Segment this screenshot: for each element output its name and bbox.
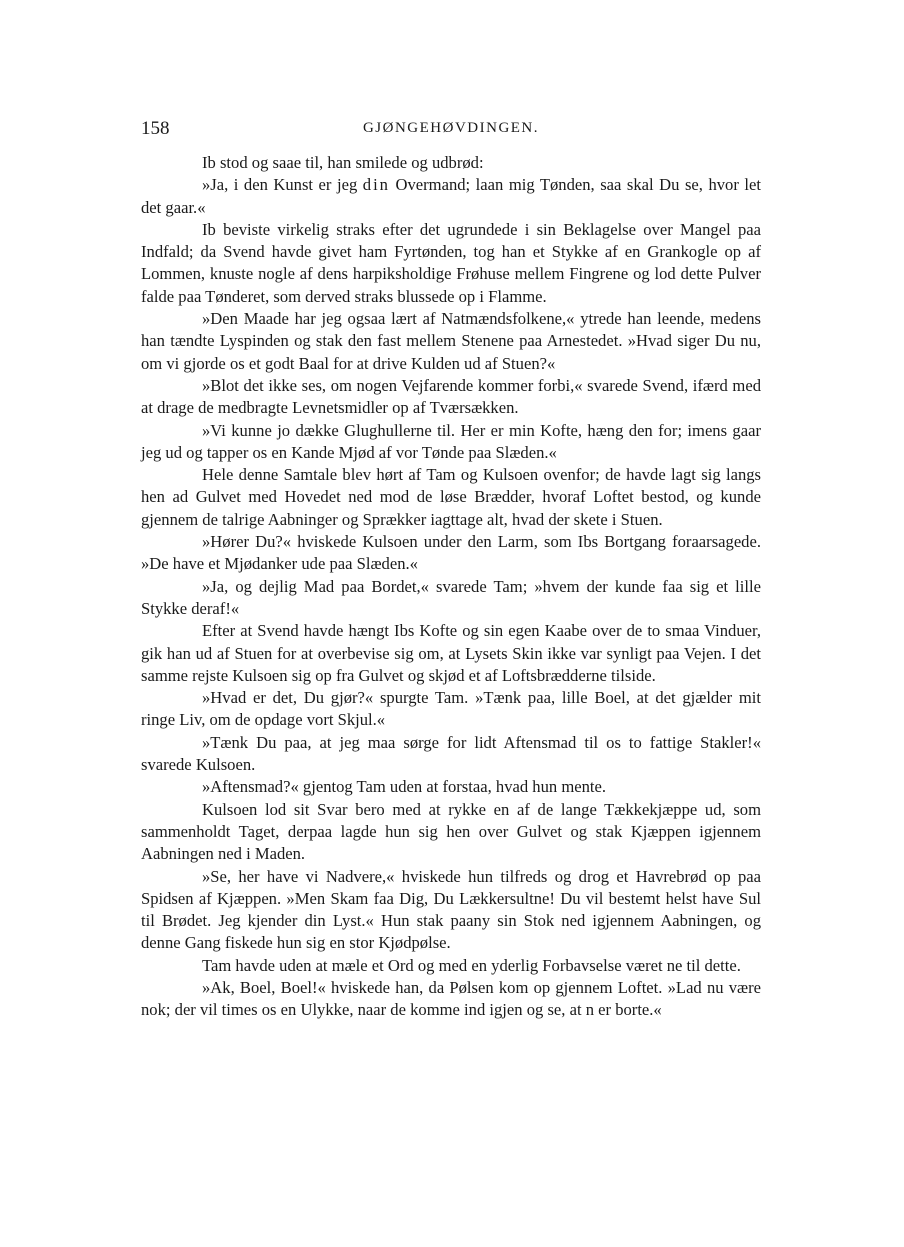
- paragraph-5: »Blot det ikke ses, om nogen Vejfarende kommer forbi,« svarede Svend, ifærd med at drage de medbragte Levnetsmidler op af Tværsækken.: [141, 375, 761, 418]
- paragraph-12: »Tænk Du paa, at jeg maa sørge for lidt Aftensmad til os to fattige Stakler!« svarede Kulsoen.: [141, 732, 761, 775]
- paragraph-2-after: Overmand; laan mig Tønden, saa skal Du se, hvor let det gaar.«: [141, 175, 761, 217]
- paragraph-2-emphasis: din: [362, 175, 390, 195]
- paragraph-4: »Den Maade har jeg ogsaa lært af Natmændsfolkene,« ytrede han leende, medens han tændte Lyspinden og stak den fast mellem Stenene paa Arnestedet. »Hvad siger Du nu, om vi gjorde os et godt Baal for at drive Kulden ud af Stuen?«: [141, 309, 761, 373]
- paragraph-16: Tam havde uden at mæle et Ord og med en yderlig Forbavselse været ne til dette.: [202, 955, 741, 975]
- paragraph-1: Ib stod og saae til, han smilede og udbrød:: [202, 153, 484, 172]
- body-text: [141, 152, 761, 1022]
- page-number: 158: [141, 118, 170, 139]
- paragraph-2: [141, 174, 761, 219]
- paragraph-10: Efter at Svend havde hængt Ibs Kofte og sin egen Kaabe over de to smaa Vinduer, gik han ud af Stuen for at overbevise sig om, at Lysets Skin ikke var synligt paa Vejen. I det samme rejste Kulsoen sig op fra Gulvet og skjød et af Loftsbrædderne tilside.: [141, 621, 761, 685]
- paragraph-15: »Se, her have vi Nadvere,« hviskede hun tilfreds og drog et Havrebrød op paa Spidsen af Kjæppen. »Men Skam faa Dig, Du Lækkersultne! Du vil bestemt helst have Sul til Brødet. Jeg kjender din Lyst.« Hun stak paany sin Stok ned igjennem Aabningen, og denne Gang fiskede hun sig en stor Kjødpølse.: [141, 866, 761, 953]
- paragraph-13: »Aftensmad?« gjentog Tam uden at forstaa, hvad hun mente.: [202, 777, 607, 797]
- paragraph-14: Kulsoen lod sit Svar bero med at rykke en af de lange Tækkekjæppe ud, som sammenholdt Taget, derpaa lagde hun sig hen over Gulvet og stak Kjæppen igjennem Aabningen ned i Maden.: [141, 799, 761, 864]
- page-header: [141, 118, 761, 140]
- paragraph-9: »Ja, og dejlig Mad paa Bordet,« svarede Tam; »hvem der kunde faa sig et lille Stykke deraf!«: [141, 576, 761, 618]
- running-title: GJØNGEHØVDINGEN.: [362, 120, 540, 136]
- paragraph-7: Hele denne Samtale blev hørt af Tam og Kulsoen ovenfor; de havde lagt sig langs hen ad Gulvet med Hovedet ned mod de løse Brædder, hvoraf Loftet bestod, og kunde gjennem de talrige Aabninger og Sprækker iagttage alt, hvad der skete i Stuen.: [141, 465, 761, 529]
- paragraph-17: »Ak, Boel, Boel!« hviskede han, da Pølsen kom op gjennem Loftet. »Lad nu være nok; der vil times os en Ulykke, naar de komme ind igjen og se, at n er borte.«: [141, 977, 761, 1020]
- paragraph-2-before: »Ja, i den Kunst er jeg: [202, 175, 363, 195]
- paragraph-8: »Hører Du?« hviskede Kulsoen under den Larm, som Ibs Bortgang foraarsagede. »De have et Mjødanker ude paa Slæden.«: [141, 532, 761, 574]
- paragraph-11: »Hvad er det, Du gjør?« spurgte Tam. »Tænk paa, lille Boel, at det gjælder mit ringe Liv, om de opdage vort Skjul.«: [141, 688, 761, 730]
- paragraph-6: »Vi kunne jo dække Glughullerne til. Her er min Kofte, hæng den for; imens gaar jeg ud og tapper os en Kande Mjød af vor Tønde paa Slæden.«: [141, 420, 761, 462]
- paragraph-3: Ib beviste virkelig straks efter det ugrundede i sin Beklagelse over Mangel paa Indfald; da Svend havde givet ham Fyrtønden, tog han et Stykke af en Grankogle op af Lommen, knuste nogle af dens harpiksholdige Frøhuse mellem Fingrene og lod dette Pulver falde paa Tønderet, som derved straks blussede op i Flamme.: [141, 219, 761, 306]
